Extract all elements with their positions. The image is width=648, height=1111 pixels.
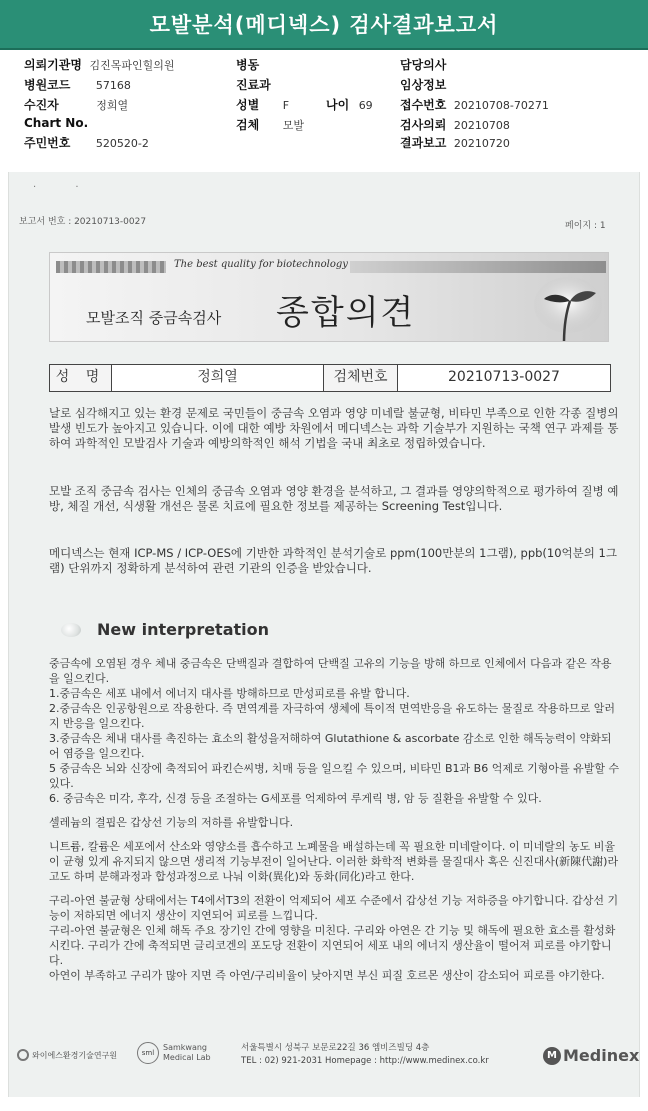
intro-paragraph-2: 모발 조직 중금속 검사는 인체의 중금속 오염과 영양 환경을 분석하고, 그 결과를 영양의학적으로 평가하여 질병 예방, 체질 개선, 식생활 개선은 물론 치료에 필요한 정보를 제공하는 Screening Test입니다. xyxy=(49,484,619,513)
hospital-code-label: 병원코드 xyxy=(24,78,71,92)
sex-row xyxy=(236,96,289,113)
interpretation-line: 3.중금속은 체내 대사를 촉진하는 효소의 활성을저해하여 Glutathione & ascorbate 감소로 인한 해독능력이 약화되어 염증을 일으킨다. xyxy=(49,732,612,760)
samkwang-mark-icon: sml xyxy=(137,1042,159,1064)
interpretation-line: 5 중금속은 뇌와 신장에 축적되어 파킨슨씨병, 치매 등을 일으킬 수 있으며, 비타민 B1과 B6 억제로 기형아를 유발할 수 있다. xyxy=(49,762,620,790)
age-label: 나이 xyxy=(326,98,350,112)
chart-label: Chart No. xyxy=(24,116,89,130)
report-date-label: 결과보고 xyxy=(400,136,447,150)
hospital-code-row xyxy=(24,76,131,93)
banner-tagline: The best quality for biotechnology xyxy=(174,259,348,270)
institution-row xyxy=(24,56,174,73)
age-row xyxy=(326,96,373,113)
interpretation-line: 1.중금속은 세포 내에서 에너지 대사를 방해하므로 만성피로를 유발 합니다. xyxy=(49,687,410,700)
receipt-label: 접수번호 xyxy=(400,98,447,112)
doctor-row xyxy=(400,56,446,73)
recipient-value: 정희열 xyxy=(96,99,129,112)
specimen-no-value: 20210713-0027 xyxy=(448,369,560,385)
intro-paragraph-3: 메디넥스는 현재 ICP-MS / ICP-OES에 기반한 과학적인 분석기술로 ppm(100만분의 1그램), ppb(10억분의 1그램) 단위까지 정확하게 분석하여 관련 기관의 인증을 받았습니다. xyxy=(49,546,617,575)
interpretation-line: 구리-아연 불균형 상태에서는 T4에서T3의 전환이 억제되어 세포 수준에서 갑상선 기능 저하증을 야기합니다. 갑상선 기능이 저하되면 에너지 생산이 지연되어 피로를 느낍니다. xyxy=(49,894,619,922)
institution-label: 의뢰기관명 xyxy=(24,58,82,72)
ward-row xyxy=(236,56,259,73)
receipt-row xyxy=(400,96,549,113)
samkwang-logo xyxy=(137,1042,211,1064)
ys-lab-logo xyxy=(17,1049,117,1061)
banner xyxy=(49,252,609,342)
sex-label: 성별 xyxy=(236,98,260,112)
interpretation-line: 6. 중금속은 미각, 후각, 신경 등을 조절하는 G세포를 억제하여 루게릭 병, 암 등 질환을 유발할 수 있다. xyxy=(49,792,542,805)
request-value: 20210708 xyxy=(453,119,510,132)
ys-lab-name: 와이에스환경기술연구원 xyxy=(32,1050,118,1060)
interpretation-line: 중금속에 오염된 경우 체내 중금속은 단백질과 결합하여 단백질 고유의 기능을 방해 하므로 인체에서 다음과 같은 작용을 일으킨다. xyxy=(49,657,612,685)
institution-value: 김진목파인힐의원 xyxy=(89,59,175,72)
footer-address-block xyxy=(241,1042,489,1068)
name-label: 성 명 xyxy=(50,365,112,391)
interpretation-body xyxy=(49,656,621,983)
scanned-report-page xyxy=(8,172,640,1097)
footer-contact: TEL : 02) 921-2031 Homepage : http://www.medinex.co.kr xyxy=(241,1056,489,1066)
name-specimen-table xyxy=(49,364,611,392)
dept-label: 진료과 xyxy=(236,78,271,92)
specimen-row xyxy=(236,116,304,133)
interpretation-line: 니트륨, 칼륨은 세포에서 산소와 영양소를 흡수하고 노폐물을 배설하는데 꼭 필요한 미네랄이다. 이 미네랄의 농도 비율이 균형 있게 유지되지 않으면 생리적 기능부전이 일어난다. 이러한 화학적 변화를 물질대사 혹은 신진대사(新陳代謝)라고도 하며 분해과정과 합성과정으로 나눠 이화(異化)와 동화(同化)라고 한다. xyxy=(49,840,619,883)
new-interpretation-title: New interpretation xyxy=(97,620,270,639)
report-title: 모발분석(메디넥스) 검사결과보고서 xyxy=(0,0,648,50)
interpretation-line: 아연이 부족하고 구리가 많아 지면 즉 아연/구리비율이 낮아지면 부신 피질 호르몬 생산이 감소되어 피로를 야기한다. xyxy=(49,969,605,982)
resident-row xyxy=(24,134,149,151)
bullet-orb-icon xyxy=(61,623,81,637)
interpretation-line: 셀레늄의 결핍은 갑상선 기능의 저하를 유발합니다. xyxy=(49,816,294,829)
banner-heading: 종합의견 xyxy=(276,293,416,333)
specimen-label: 검체 xyxy=(236,118,260,132)
intro-paragraph-1: 날로 심각해지고 있는 환경 문제로 국민들이 중금속 오염과 영양 미네랄 불균형, 비타민 부족으로 인한 각종 질병의 발생 빈도가 높아지고 있습니다. 이에 대한 예방 차원에서 메디넥스는 과학 기술부가 지원하는 국책 연구 과제를 통하여 과학적인 모발검사 기술과 예방의학적인 해석 기법을 국내 최초로 정립하였습니다. xyxy=(49,406,619,450)
page-number: 페이지 : 1 xyxy=(565,221,606,231)
report-number: 보고서 번호 : 20210713-0027 xyxy=(19,217,147,227)
interpretation-line: 2.중금속은 인공항원으로 작용한다. 즉 면역계를 자극하여 생체에 특이적 면역반응을 유도하는 물질로 작용하므로 알러지 반응을 일으킨다. xyxy=(49,702,615,730)
samkwang-line2: Medical Lab xyxy=(163,1053,211,1062)
medinex-mark-icon: M xyxy=(543,1047,561,1065)
sex-value: F xyxy=(282,99,290,112)
name-value: 정희열 xyxy=(112,365,324,391)
banner-subtitle: 모발조직 중금속검사 xyxy=(86,309,222,327)
clinical-label: 임상정보 xyxy=(400,78,447,92)
patient-info-panel xyxy=(0,52,648,152)
request-row xyxy=(400,116,510,133)
age-value: 69 xyxy=(358,99,373,112)
medinex-brand: Medinex xyxy=(563,1046,640,1065)
clinical-row xyxy=(400,76,446,93)
resident-value: 520520-2 xyxy=(95,137,149,150)
scan-specks: · · xyxy=(33,182,97,193)
receipt-value: 20210708-70271 xyxy=(453,99,549,112)
dept-row xyxy=(236,76,271,93)
specimen-value: 모발 xyxy=(282,119,304,132)
ward-label: 병동 xyxy=(236,58,260,72)
interpretation-line: 구리-아연 불균형은 인체 해독 주요 장기인 간에 영향을 미친다. 구리와 아연은 간 기능 및 해독에 필요한 효소를 활성화시킨다. 구리가 간에 축적되면 글리코겐의 포도당 전환이 지연되어 세포 내의 에너지 생산율이 떨어져 피로를 야기합니다. xyxy=(49,924,616,967)
samkwang-line1: Samkwang xyxy=(163,1043,207,1052)
banner-stripe-left xyxy=(56,261,166,273)
request-label: 검사의뢰 xyxy=(400,118,447,132)
sprout-icon xyxy=(526,271,606,342)
doctor-label: 담당의사 xyxy=(400,58,447,72)
report-footer xyxy=(9,1038,641,1078)
footer-address: 서울특별시 성북구 보문로22길 36 엠비즈빌딩 4층 xyxy=(241,1043,430,1053)
chart-row xyxy=(24,116,88,130)
specimen-no-label: 검체번호 xyxy=(324,365,398,391)
medinex-logo xyxy=(543,1046,639,1065)
resident-label: 주민번호 xyxy=(24,136,71,150)
report-date-row xyxy=(400,134,510,151)
report-date-value: 20210720 xyxy=(453,137,510,150)
recipient-row xyxy=(24,96,128,113)
hospital-code-value: 57168 xyxy=(95,79,131,92)
new-interpretation-heading xyxy=(61,620,269,639)
recipient-label: 수진자 xyxy=(24,98,59,112)
ys-lab-mark-icon xyxy=(17,1049,29,1061)
